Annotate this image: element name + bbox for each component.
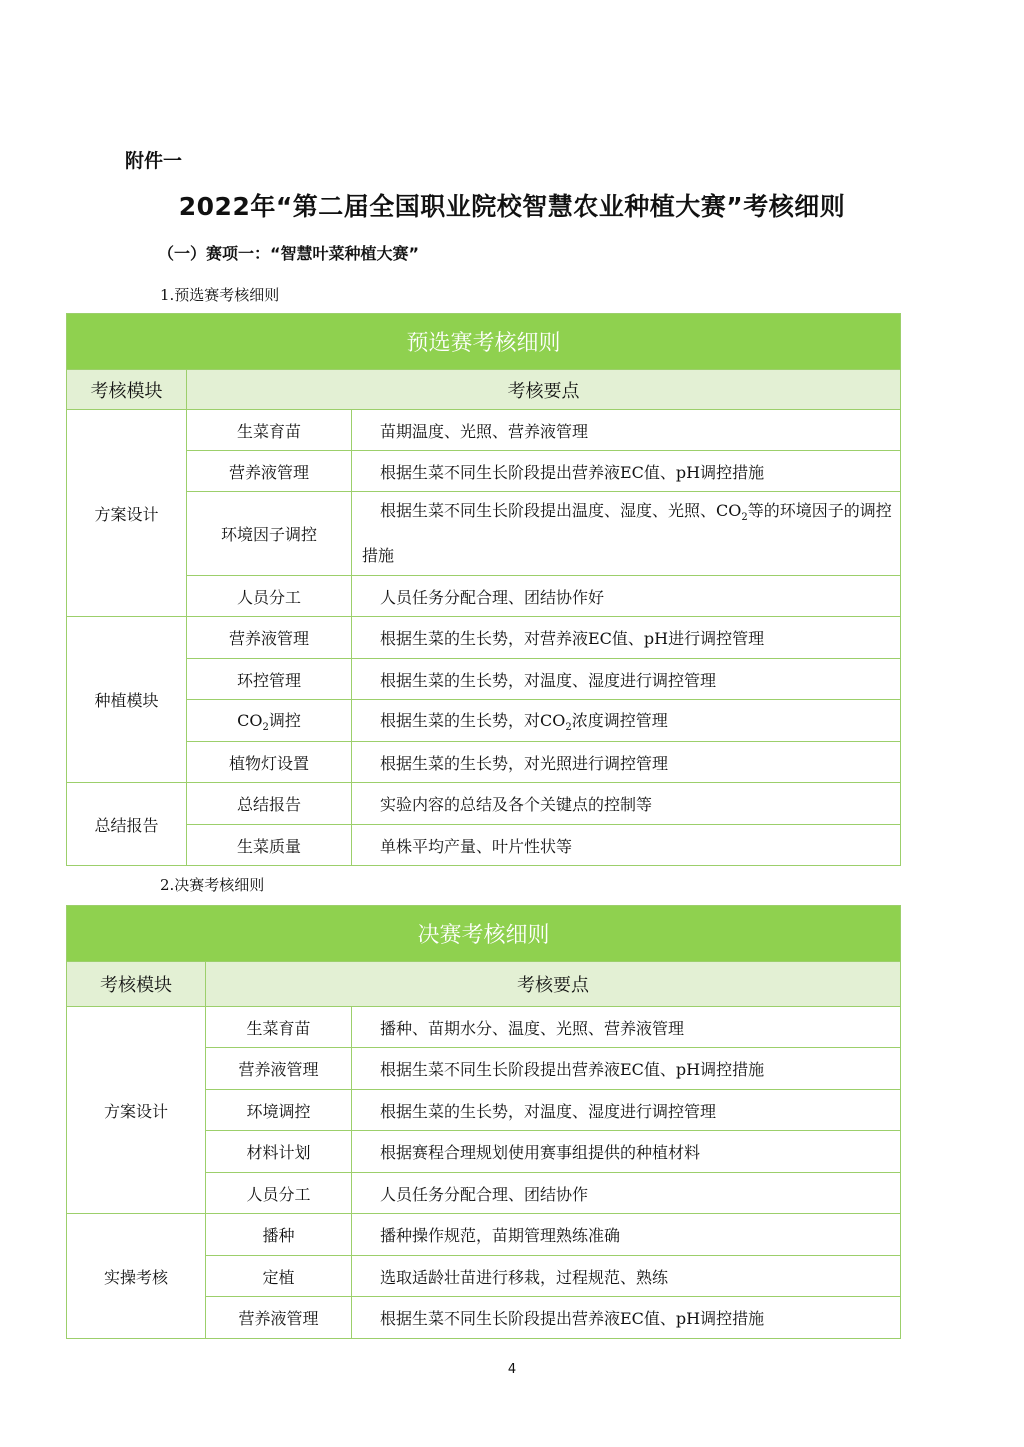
point-text: 根据生菜不同生长阶段提出温度、湿度、光照、CO [380, 501, 742, 520]
item-cell: 植物灯设置 [187, 742, 352, 783]
annex-label: 附件一 [125, 150, 183, 172]
item-text: CO [237, 711, 263, 731]
point-cell: 选取适龄壮苗进行移栽，过程规范、熟练 [352, 1256, 901, 1297]
item-cell: 播种 [206, 1214, 352, 1256]
module-cell: 种植模块 [67, 617, 187, 783]
col-header-points: 考核要点 [187, 370, 901, 410]
point-cell: 根据生菜的生长势，对营养液EC值、pH进行调控管理 [352, 617, 901, 659]
document-title: 2022年“第二届全国职业院校智慧农业种植大赛”考核细则 [178, 192, 846, 221]
module-cell: 总结报告 [67, 783, 187, 866]
point-cell [352, 700, 901, 742]
item-cell: 营养液管理 [187, 617, 352, 659]
item-cell: 材料计划 [206, 1131, 352, 1173]
item-cell: 生菜育苗 [206, 1007, 352, 1048]
page-number: 4 [507, 1362, 517, 1377]
point-cell: 播种操作规范，苗期管理熟练准确 [352, 1214, 901, 1256]
item-cell: 营养液管理 [206, 1297, 352, 1339]
item-cell: 人员分工 [206, 1173, 352, 1214]
point-cell: 单株平均产量、叶片性状等 [352, 825, 901, 866]
item-cell: 环境因子调控 [187, 492, 352, 576]
section-heading: （一）赛项一：“智慧叶菜种植大赛” [158, 244, 420, 263]
point-cell: 人员任务分配合理、团结协作 [352, 1173, 901, 1214]
point-cell: 根据生菜不同生长阶段提出营养液EC值、pH调控措施 [352, 1297, 901, 1339]
item-text: 调控 [268, 711, 301, 731]
point-cell: 根据生菜的生长势，对温度、湿度进行调控管理 [352, 659, 901, 700]
point-cell: 人员任务分配合理、团结协作好 [352, 576, 901, 617]
prelim-subtitle: 1.预选赛考核细则 [160, 286, 280, 304]
point-cell: 根据生菜的生长势，对温度、湿度进行调控管理 [352, 1090, 901, 1131]
module-cell: 方案设计 [67, 410, 187, 617]
point-cell [352, 492, 901, 576]
item-cell: 总结报告 [187, 783, 352, 825]
item-cell: 定植 [206, 1256, 352, 1297]
final-table [66, 905, 901, 1339]
prelim-table [66, 313, 901, 866]
item-cell: 营养液管理 [187, 451, 352, 492]
point-cell: 实验内容的总结及各个关键点的控制等 [352, 783, 901, 825]
subscript: 2 [565, 722, 572, 734]
item-cell: 环控管理 [187, 659, 352, 700]
item-cell: 环境调控 [206, 1090, 352, 1131]
col-header-module: 考核模块 [67, 962, 206, 1007]
point-cell: 根据生菜不同生长阶段提出营养液EC值、pH调控措施 [352, 1048, 901, 1090]
col-header-module: 考核模块 [67, 370, 187, 410]
module-cell: 方案设计 [67, 1007, 206, 1214]
final-table-title: 决赛考核细则 [67, 906, 901, 962]
module-cell: 实操考核 [67, 1214, 206, 1339]
point-text: 根据生菜的生长势，对CO [380, 711, 566, 731]
point-cell: 苗期温度、光照、营养液管理 [352, 410, 901, 451]
final-subtitle: 2.决赛考核细则 [160, 876, 265, 894]
item-cell: 生菜质量 [187, 825, 352, 866]
point-cell: 播种、苗期水分、温度、光照、营养液管理 [352, 1007, 901, 1048]
point-cell: 根据赛程合理规划使用赛事组提供的种植材料 [352, 1131, 901, 1173]
point-cell: 根据生菜不同生长阶段提出营养液EC值、pH调控措施 [352, 451, 901, 492]
point-cell: 根据生菜的生长势，对光照进行调控管理 [352, 742, 901, 783]
col-header-points: 考核要点 [206, 962, 901, 1007]
item-cell: 营养液管理 [206, 1048, 352, 1090]
point-text: 等的环境因子的调控措施 [362, 501, 892, 566]
item-cell: 生菜育苗 [187, 410, 352, 451]
point-text: 浓度调控管理 [571, 711, 668, 731]
item-cell [187, 700, 352, 742]
item-cell: 人员分工 [187, 576, 352, 617]
subscript: 2 [262, 722, 269, 734]
subscript: 2 [741, 512, 748, 524]
prelim-table-title: 预选赛考核细则 [67, 314, 901, 370]
